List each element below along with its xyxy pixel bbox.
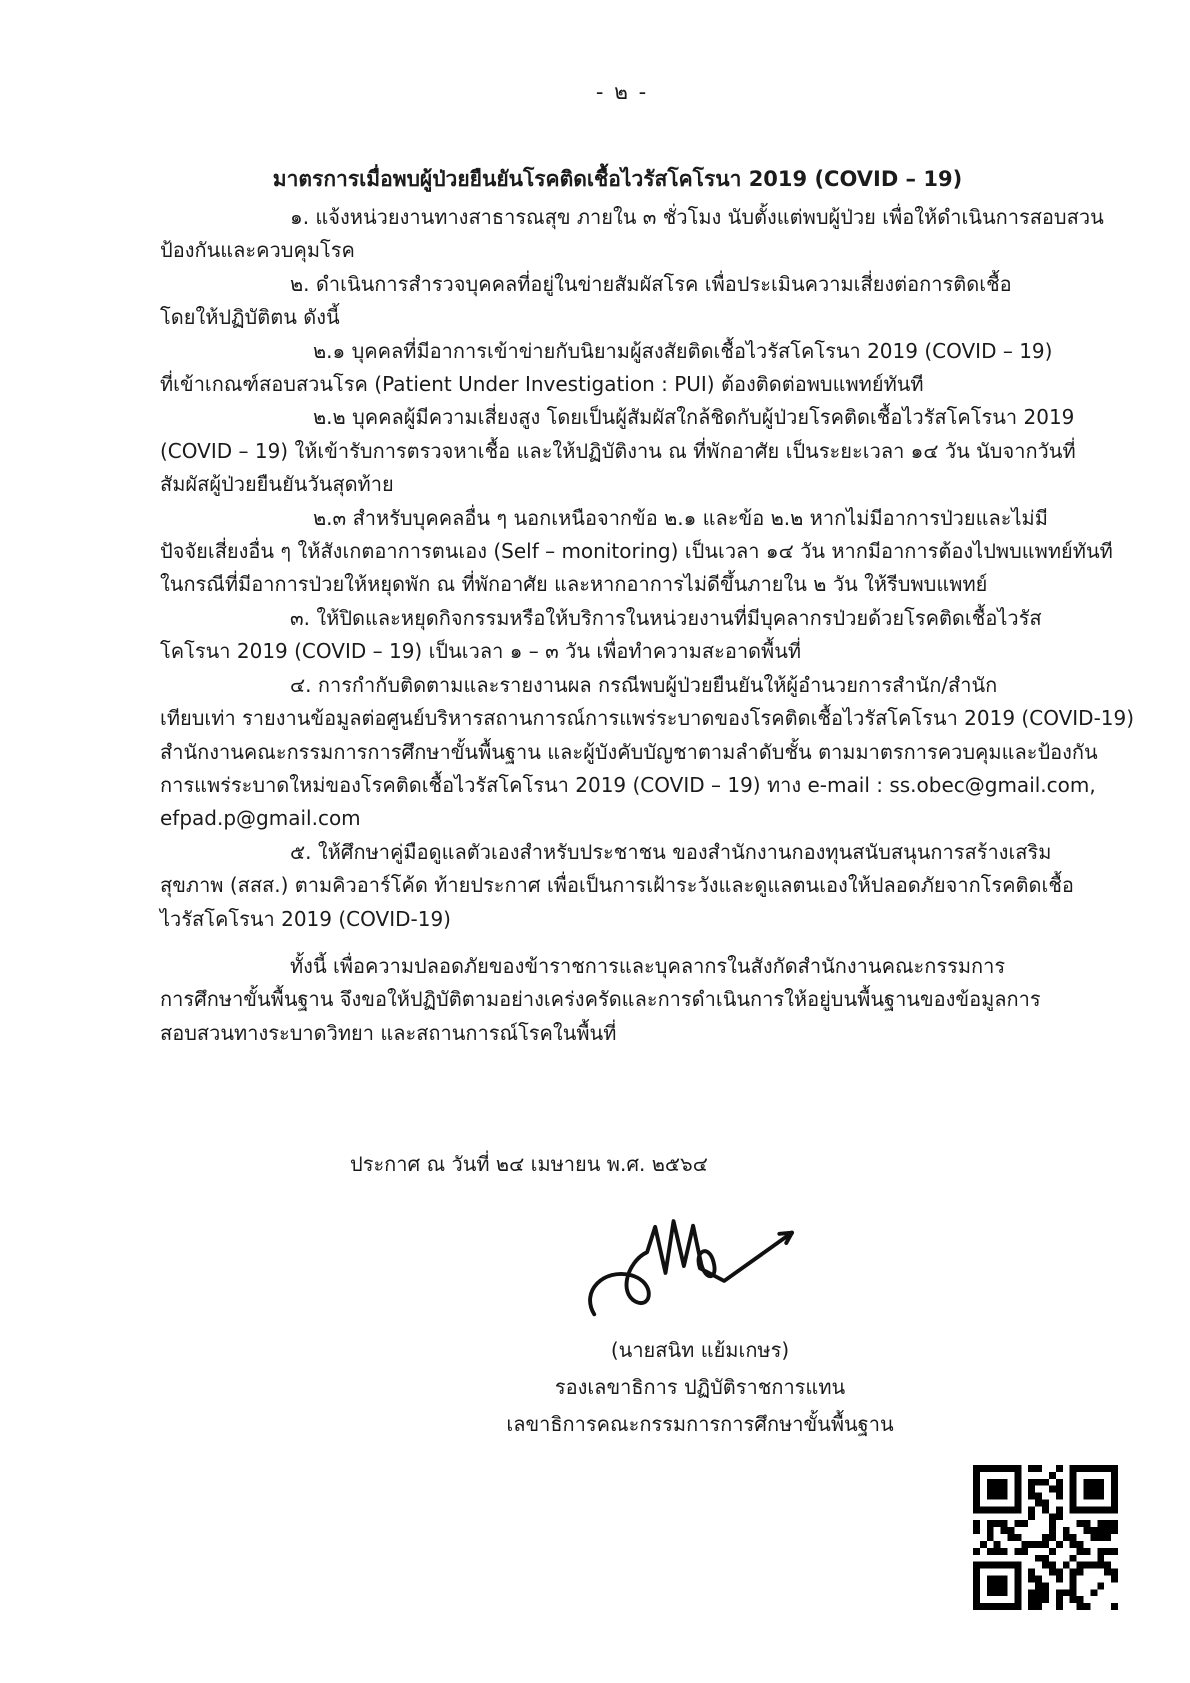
body-line: สอบสวนทางระบาดวิทยา และสถานการณ์โรคในพื้นที่ bbox=[160, 1020, 617, 1045]
body-line: โดยให้ปฏิบัติตน ดังนี้ bbox=[160, 305, 340, 330]
body-line: ทั้งนี้ เพื่อความปลอดภัยของข้าราชการและบุคลากรในสังกัดสำนักงานคณะกรรมการ bbox=[290, 953, 1006, 978]
body-line: สำนักงานคณะกรรมการการศึกษาขั้นพื้นฐาน และผู้บังคับบัญชาตามลำดับชั้น ตามมาตรการควบคุมและป้องกัน bbox=[160, 739, 1098, 764]
body-line: ๒.๓ สำหรับบุคคลอื่น ๆ นอกเหนือจากข้อ ๒.๑ และข้อ ๒.๒ หากไม่มีอาการป่วยและไม่มี bbox=[313, 505, 1048, 530]
body-line: ปัจจัยเสี่ยงอื่น ๆ ให้สังเกตอาการตนเอง (Self – monitoring) เป็นเวลา ๑๔ วัน หากมีอาการต้องไปพบแพทย์ทันที bbox=[160, 539, 1113, 564]
body-line: ๓. ให้ปิดและหยุดกิจกรรมหรือให้บริการในหน่วยงานที่มีบุคลากรป่วยด้วยโรคติดเชื้อไวรัส bbox=[290, 605, 1042, 630]
document-title: มาตรการเมื่อพบผู้ป่วยยืนยันโรคติดเชื้อไวรัสโคโรนา 2019 (COVID – 19) bbox=[272, 167, 963, 191]
page-number: - ๒ - bbox=[595, 80, 649, 104]
body-line: โคโรนา 2019 (COVID – 19) เป็นเวลา ๑ – ๓ วัน เพื่อทำความสะอาดพื้นที่ bbox=[160, 639, 802, 664]
body-line: ๔. การกำกับติดตามและรายงานผล กรณีพบผู้ป่วยยืนยันให้ผู้อำนวยการสำนัก/สำนัก bbox=[290, 672, 998, 697]
qr-code bbox=[973, 1465, 1118, 1610]
body-line: ไวรัสโคโรนา 2019 (COVID-19) bbox=[160, 906, 451, 931]
body-line: การศึกษาขั้นพื้นฐาน จึงขอให้ปฏิบัติตามอย่างเคร่งครัดและการดำเนินการให้อยู่บนพื้นฐานของข้อมูลการ bbox=[160, 987, 1041, 1012]
body-line: (COVID – 19) ให้เข้ารับการตรวจหาเชื้อ และให้ปฏิบัติงาน ณ ที่พักอาศัย เป็นระยะเวลา ๑๔ วัน นับจากวันที่ bbox=[160, 438, 1076, 463]
signer-position: รองเลขาธิการ ปฏิบัติราชการแทน bbox=[554, 1375, 846, 1399]
body-line: efpad.p@gmail.com bbox=[160, 806, 361, 831]
signer-organization: เลขาธิการคณะกรรมการการศึกษาขั้นพื้นฐาน bbox=[506, 1412, 894, 1436]
signature-image bbox=[585, 1200, 815, 1332]
body-line: ๕. ให้ศึกษาคู่มือดูแลตัวเองสำหรับประชาชน ของสำนักงานกองทุนสนับสนุนการสร้างเสริม bbox=[290, 839, 1052, 864]
body-line: ที่เข้าเกณฑ์สอบสวนโรค (Patient Under Investigation : PUI) ต้องติดต่อพบแพทย์ทันที bbox=[160, 372, 924, 397]
body-line: การแพร่ระบาดใหม่ของโรคติดเชื้อไวรัสโคโรนา 2019 (COVID – 19) ทาง e-mail : ss.obec@gmail.com, bbox=[160, 772, 1096, 797]
body-line: ๒. ดำเนินการสำรวจบุคคลที่อยู่ในข่ายสัมผัสโรค เพื่อประเมินความเสี่ยงต่อการติดเชื้อ bbox=[290, 271, 1012, 296]
signer-name: (นายสนิท แย้มเกษร) bbox=[610, 1338, 790, 1362]
body-line: ป้องกันและควบคุมโรค bbox=[160, 238, 355, 263]
body-line: ในกรณีที่มีอาการป่วยให้หยุดพัก ณ ที่พักอาศัย และหากอาการไม่ดีขึ้นภายใน ๒ วัน ให้รีบพบแพทย์ bbox=[160, 572, 988, 597]
body-line: ๑. แจ้งหน่วยงานทางสาธารณสุข ภายใน ๓ ชั่วโมง นับตั้งแต่พบผู้ป่วย เพื่อให้ดำเนินการสอบสวน bbox=[290, 205, 1104, 229]
document-body bbox=[160, 201, 1135, 1050]
body-line: ๒.๑ บุคคลที่มีอาการเข้าข่ายกับนิยามผู้สงสัยติดเชื้อไวรัสโคโรนา 2019 (COVID – 19) bbox=[313, 338, 1053, 363]
signature-block bbox=[420, 1200, 980, 1443]
body-line: สุขภาพ (สสส.) ตามคิวอาร์โค้ด ท้ายประกาศ เพื่อเป็นการเฝ้าระวังและดูแลตนเองให้ปลอดภัยจากโรคติดเชื้อ bbox=[160, 873, 1074, 898]
body-line: เทียบเท่า รายงานข้อมูลต่อศูนย์บริหารสถานการณ์การแพร่ระบาดของโรคติดเชื้อไวรัสโคโรนา 2019 (COVID-19) bbox=[160, 706, 1135, 731]
issued-date-line: ประกาศ ณ วันที่ ๒๔ เมษายน พ.ศ. ๒๕๖๔ bbox=[350, 1152, 708, 1176]
body-line: ๒.๒ บุคคลผู้มีความเสี่ยงสูง โดยเป็นผู้สัมผัสใกล้ชิดกับผู้ป่วยโรคติดเชื้อไวรัสโคโรนา 2019 bbox=[313, 405, 1075, 430]
body-line: สัมผัสผู้ป่วยยืนยันวันสุดท้าย bbox=[160, 472, 394, 497]
